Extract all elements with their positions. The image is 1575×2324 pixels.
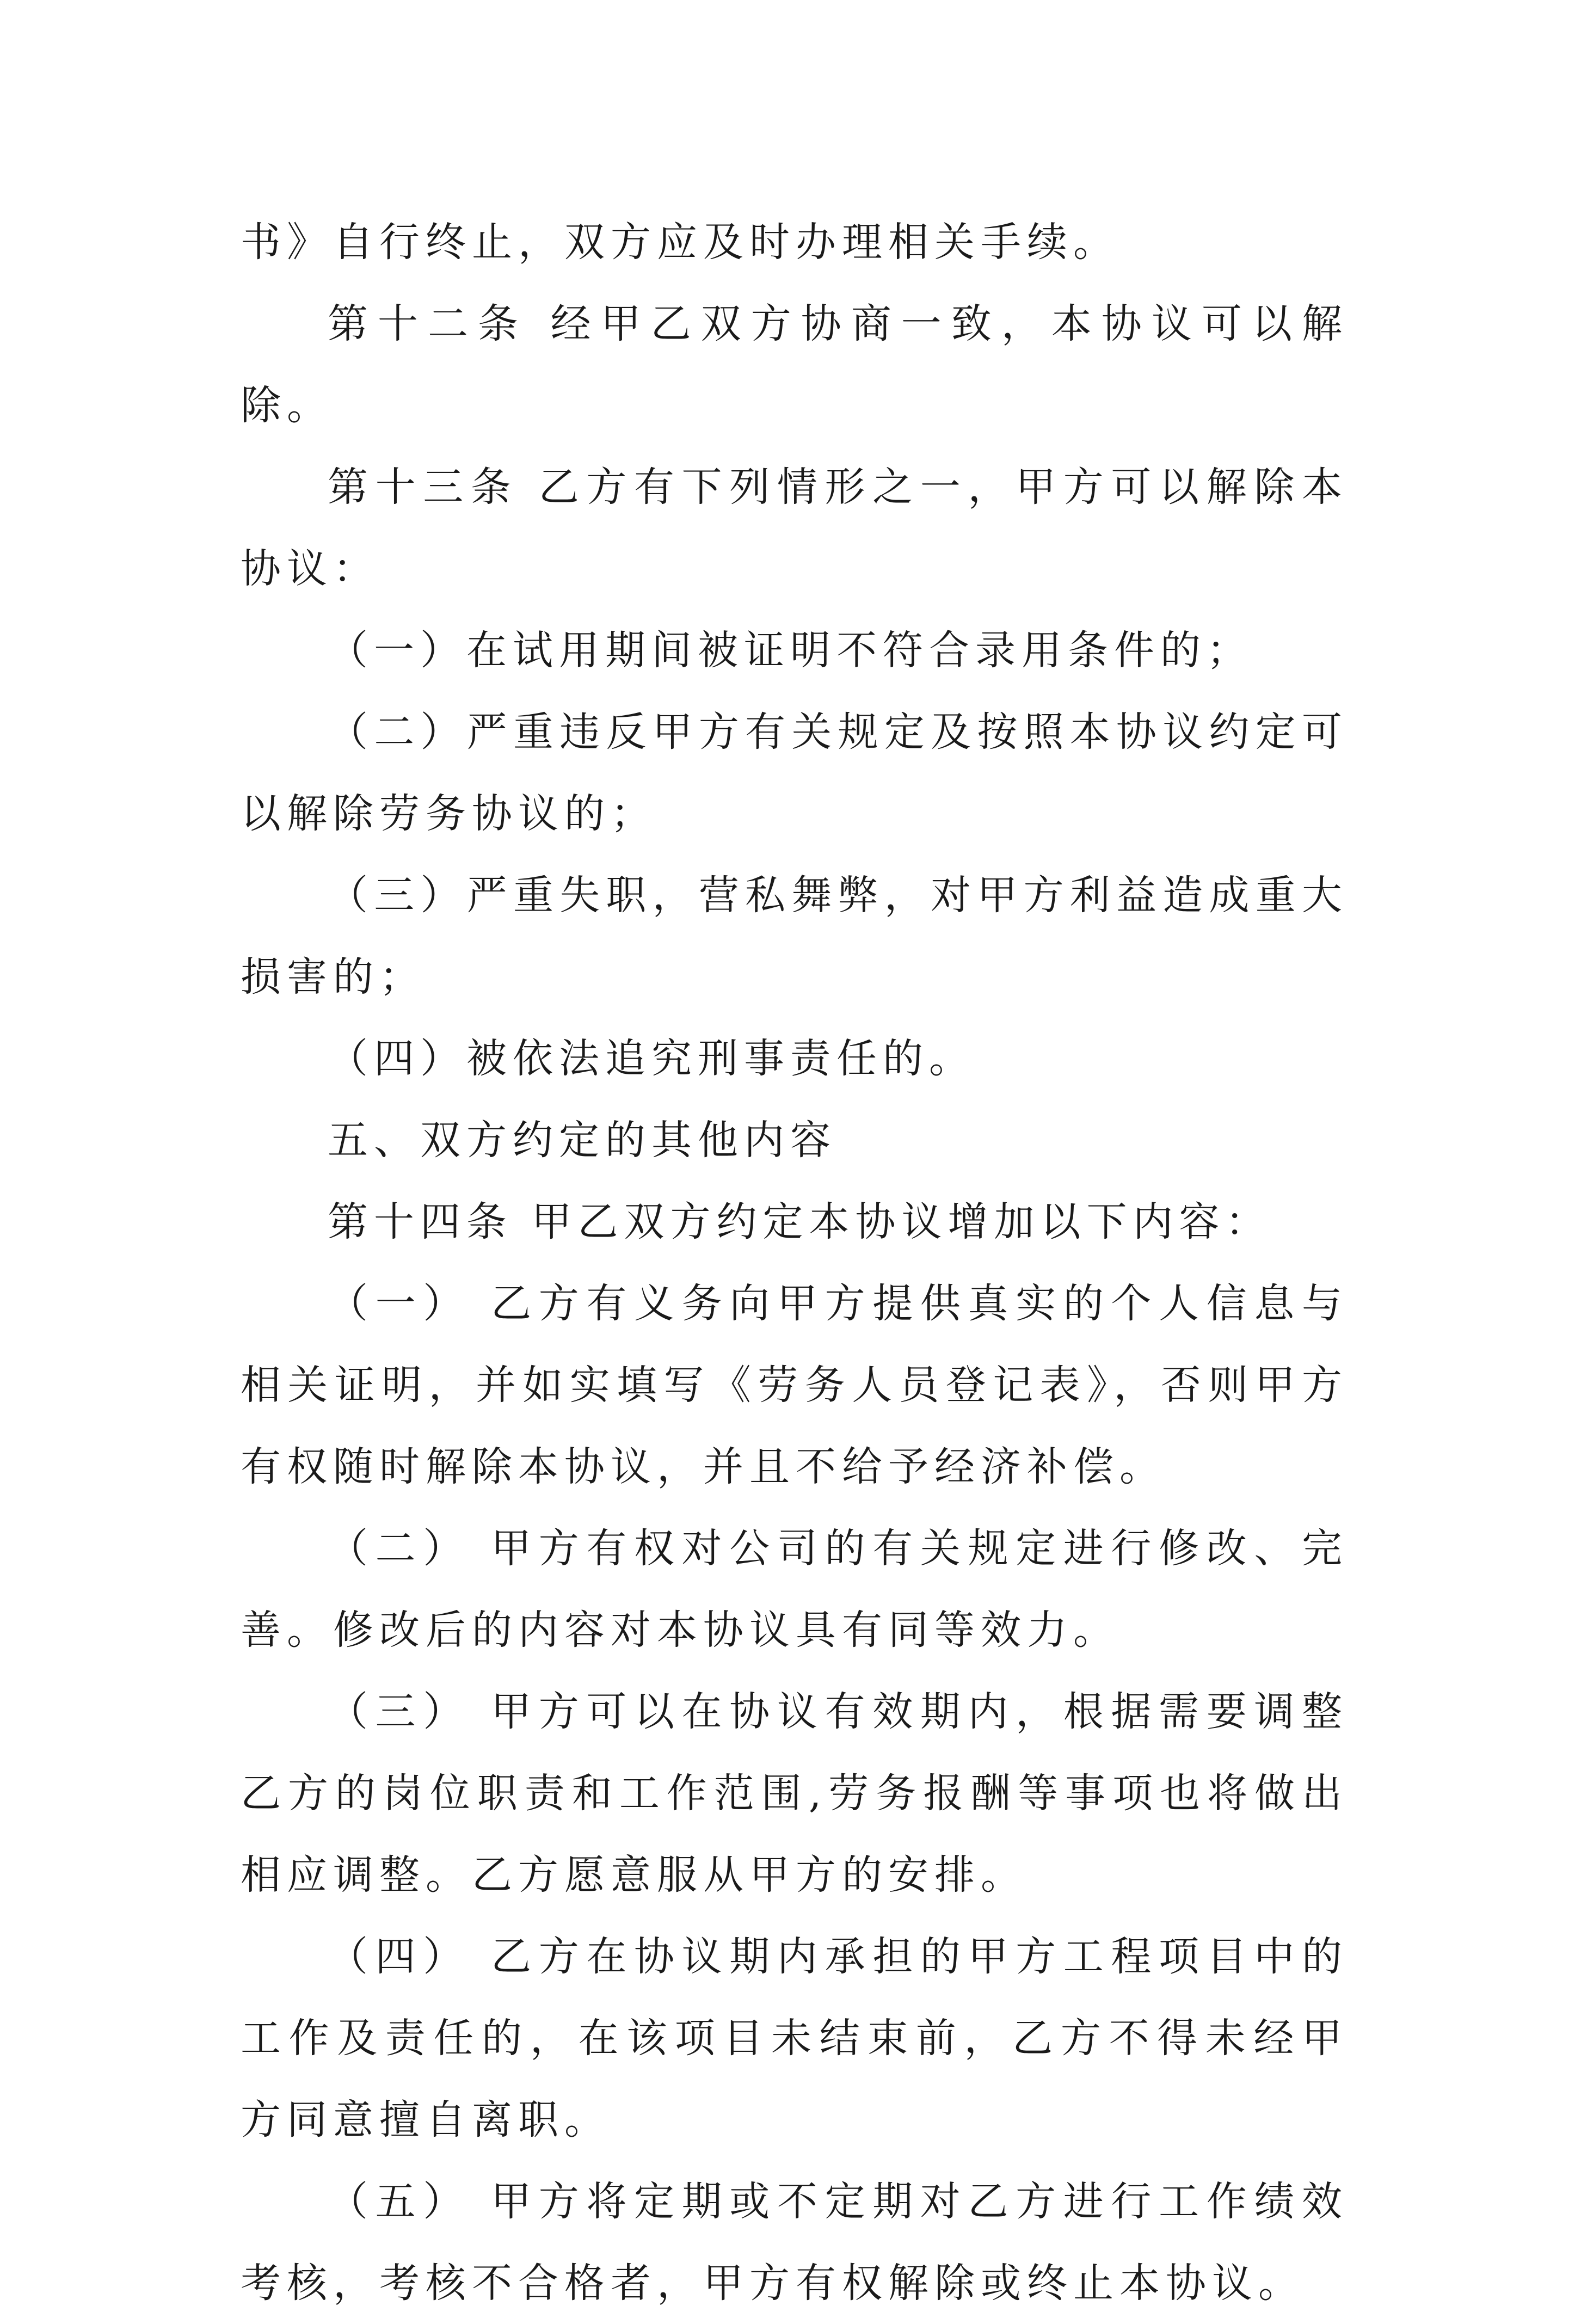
document-body (241, 201, 1348, 2324)
paragraph-article-13-item-3: （三）严重失职，营私舞弊，对甲方利益造成重大损害的； (241, 872, 1348, 1000)
paragraph-article-13-item-2: （二）严重违反甲方有关规定及按照本协议约定可以解除劳务协议的； (241, 709, 1348, 837)
paragraph-article-14-item-2: （二） 甲方有权对公司的有关规定进行修改、完善。修改后的内容对本协议具有同等效力。 (241, 1525, 1348, 1653)
paragraph-article-14: 第十四条 甲乙双方约定本协议增加以下内容： (328, 1198, 1272, 1245)
paragraph-article-12: 第十二条 经甲乙双方协商一致，本协议可以解除。 (241, 300, 1348, 429)
paragraph-article-14-item-5: （五） 甲方将定期或不定期对乙方进行工作绩效考核，考核不合格者，甲方有权解除或终止本协议。 (241, 2178, 1348, 2307)
paragraph-article-13-item-4: （四）被依法追究刑事责任的。 (328, 1035, 975, 1082)
paragraph-article-14-item-1: （一） 乙方有义务向甲方提供真实的个人信息与相关证明，并如实填写《劳务人员登记表》，否则甲方有权随时解除本协议，并且不给予经济补偿。 (241, 1280, 1348, 1490)
paragraph-article-14-item-4: （四） 乙方在协议期内承担的甲方工程项目中的工作及责任的，在该项目未结束前，乙方不得未经甲方同意擅自离职。 (241, 1933, 1348, 2143)
paragraph-article-13: 第十三条 乙方有下列情形之一，甲方可以解除本协议： (241, 464, 1348, 592)
paragraph-continuation: 书》自行终止，双方应及时办理相关手续。 (241, 219, 1119, 266)
paragraph-article-14-item-3: （三） 甲方可以在协议有效期内，根据需要调整乙方的岗位职责和工作范围,劳务报酬等事项也将做出相应调整。乙方愿意服从甲方的安排。 (241, 1688, 1348, 1898)
section-heading-5: 五、双方约定的其他内容 (328, 1117, 836, 1164)
paragraph-article-13-item-1: （一）在试用期间被证明不符合录用条件的； (328, 627, 1253, 674)
